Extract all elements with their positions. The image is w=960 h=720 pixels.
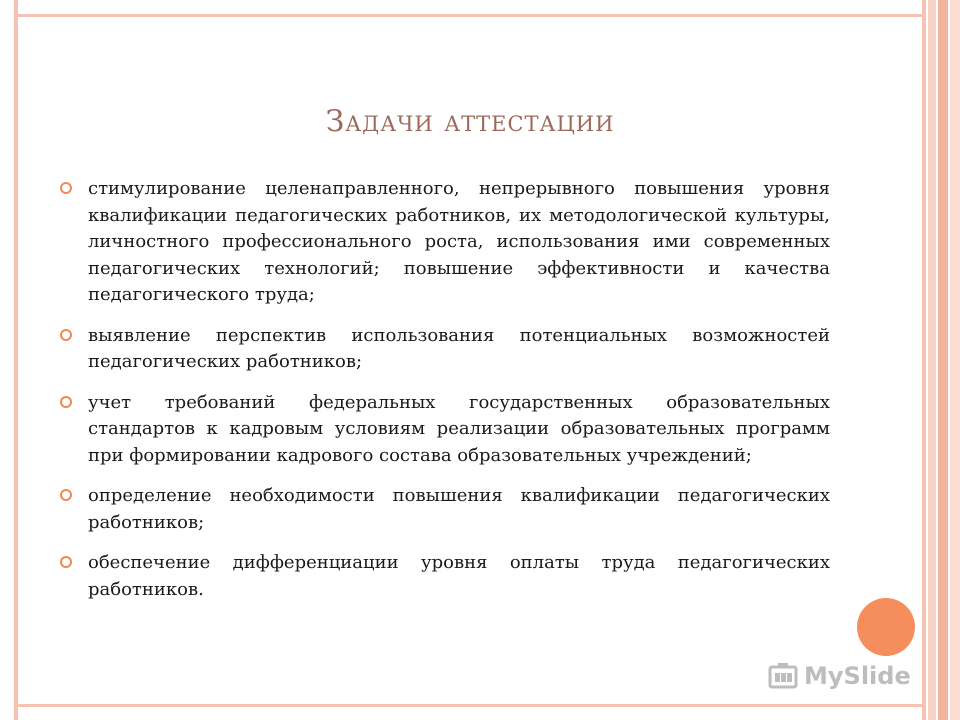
bullet-ring-icon	[60, 556, 72, 568]
frame-bottom-line	[14, 704, 926, 707]
right-decor-band	[928, 0, 936, 720]
slide-title: Задачи аттестации	[325, 104, 615, 139]
myshared-logo-icon	[768, 661, 798, 691]
watermark	[768, 658, 928, 694]
bullet-text: определение необходимости повышения квалификации педагогических работников;	[88, 485, 830, 533]
watermark-text: MySlide	[804, 662, 911, 690]
right-decor-band	[950, 0, 960, 720]
bullet-ring-icon	[60, 182, 72, 194]
list-item	[60, 176, 830, 309]
bullet-ring-icon	[60, 396, 72, 408]
frame-left-line	[14, 0, 18, 720]
bullet-ring-icon	[60, 489, 72, 501]
bullet-text: стимулирование целенаправленного, непрерывного повышения уровня квалификации педагогических работников, их методологической культуры, личностного профессионального роста, использования ими современных педагогических технологий; повышение эффективности и качества педагогического труда;	[88, 178, 830, 305]
bullet-text: обеспечение дифференциации уровня оплаты труда педагогических работников.	[88, 552, 830, 600]
list-item	[60, 323, 830, 376]
list-item	[60, 390, 830, 470]
frame-right-line	[922, 0, 926, 720]
list-item	[60, 550, 830, 603]
bullet-ring-icon	[60, 329, 72, 341]
list-item	[60, 483, 830, 536]
bullet-text: выявление перспектив использования потенциальных возможностей педагогических работников;	[88, 324, 830, 372]
bullet-list	[60, 176, 830, 617]
right-decor-band	[938, 0, 948, 720]
decorative-circle	[857, 598, 915, 656]
frame-top-line	[14, 14, 926, 17]
bullet-text: учет требований федеральных государственных образовательных стандартов к кадровым условиям реализации образовательных программ при формировании кадрового состава образовательных учреждений;	[88, 391, 830, 466]
